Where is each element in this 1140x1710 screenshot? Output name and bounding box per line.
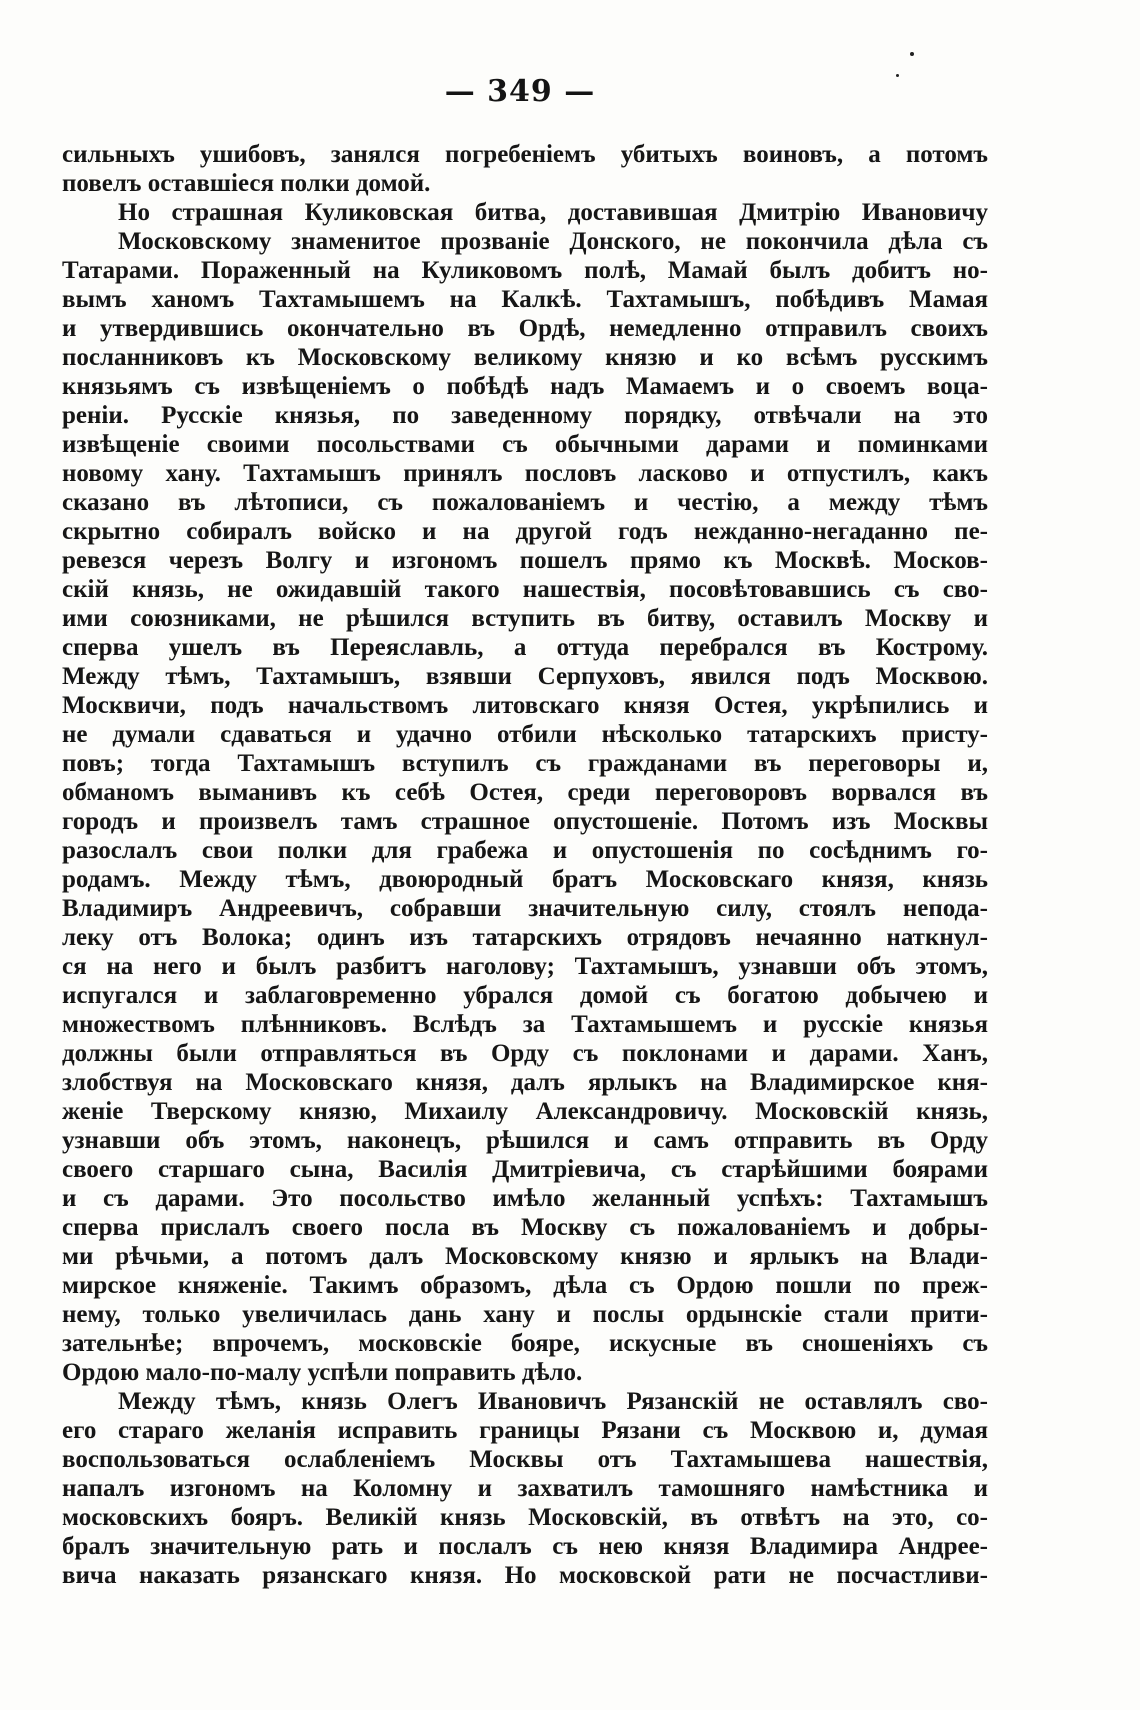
text-line: напалъ изгономъ на Коломну и захватилъ тамошняго намѣстника и xyxy=(62,1475,988,1502)
text-line: мирское княженіе. Такимъ образомъ, дѣла съ Ордою пошли по преж- xyxy=(62,1272,988,1299)
text-line: ревезся черезъ Волгу и изгономъ пошелъ прямо къ Москвѣ. Москов- xyxy=(62,547,988,574)
text-line: московскихъ бояръ. Великій князь Московскій, въ отвѣтъ на это, со- xyxy=(62,1504,988,1531)
text-line: Между тѣмъ, Тахтамышъ, взявши Серпуховъ, явился подъ Москвою. xyxy=(62,663,988,690)
text-line: своего старшаго сына, Василія Дмитріевича, съ старѣйшими боярами xyxy=(62,1156,988,1183)
text-line: не думали сдаваться и удачно отбили нѣсколько татарскихъ присту- xyxy=(62,721,988,748)
text-line: повъ; тогда Тахтамышъ вступилъ съ гражданами въ переговоры и, xyxy=(62,750,988,777)
text-line: должны были отправляться въ Орду съ поклонами и дарами. Ханъ, xyxy=(62,1040,988,1067)
text-line: и утвердившись окончательно въ Ордѣ, немедленно отправилъ своихъ xyxy=(62,315,988,342)
text-line: Ордою мало-по-малу успѣли поправить дѣло. xyxy=(62,1359,583,1386)
text-line: зательнѣе; впрочемъ, московскіе бояре, искусные въ сношеніяхъ съ xyxy=(62,1330,988,1357)
text-line: Москвичи, подъ начальствомъ литовскаго князя Остея, укрѣпились и xyxy=(62,692,988,719)
text-line: родамъ. Между тѣмъ, двоюродный братъ Московскаго князя, князь xyxy=(62,866,988,893)
text-line: испугался и заблаговременно убрался домой съ богатою добычею и xyxy=(62,982,988,1009)
print-speck xyxy=(910,52,914,56)
text-line: князьямъ съ извѣщеніемъ о побѣдѣ надъ Мамаемъ и о своемъ воца- xyxy=(62,373,988,400)
text-line: повелъ оставшіеся полки домой. xyxy=(62,170,431,197)
text-line: сильныхъ ушибовъ, занялся погребеніемъ убитыхъ воиновъ, а потомъ xyxy=(62,141,988,168)
text-line: женіе Тверскому князю, Михаилу Александровичу. Московскій князь, xyxy=(62,1098,988,1125)
print-speck xyxy=(896,74,899,77)
text-line: Владимиръ Андреевичъ, собравши значительную силу, стоялъ непода- xyxy=(62,895,988,922)
text-line: бралъ значительную рать и послалъ съ нею князя Владимира Андрее- xyxy=(62,1533,988,1560)
text-line: ими союзниками, не рѣшился вступить въ битву, оставилъ Москву и xyxy=(62,605,988,632)
text-line: узнавши объ этомъ, наконецъ, рѣшился и самъ отправить въ Орду xyxy=(62,1127,988,1154)
text-line: нему, только увеличилась дань хану и послы ордынскіе стали прити- xyxy=(62,1301,988,1328)
text-line: разослалъ свои полки для грабежа и опустошенія по сосѣднимъ го- xyxy=(62,837,988,864)
text-line: скій князь, не ожидавшій такого нашествія, посовѣтовавшись съ сво- xyxy=(62,576,988,603)
text-line: леку отъ Волока; одинъ изъ татарскихъ отрядовъ нечаянно наткнул- xyxy=(62,924,988,951)
text-line: ми рѣчьми, а потомъ далъ Московскому князю и ярлыкъ на Влади- xyxy=(62,1243,988,1270)
text-line: воспользоваться ослабленіемъ Москвы отъ Тахтамышева нашествія, xyxy=(62,1446,988,1473)
text-line: скрытно собиралъ войско и на другой годъ нежданно-негаданно пе- xyxy=(62,518,988,545)
paragraph-start-line: Но страшная Куликовская битва, доставившая Дмитрію Ивановичу Московскому знаменитое прозваніе Донского, не покончила дѣла съ xyxy=(118,199,988,255)
text-line: вымъ ханомъ Тахтамышемъ на Калкѣ. Тахтамышъ, побѣдивъ Мамая xyxy=(62,286,988,313)
text-line: множествомъ плѣнниковъ. Вслѣдъ за Тахтамышемъ и русскіе князья xyxy=(62,1011,988,1038)
text-line: злобствуя на Московскаго князя, далъ ярлыкъ на Владимирское кня- xyxy=(62,1069,988,1096)
text-line: ся на него и былъ разбитъ наголову; Тахтамышъ, узнавши объ этомъ, xyxy=(62,953,988,980)
text-line: сперва ушелъ въ Переяславль, а оттуда перебрался въ Кострому. xyxy=(62,634,988,661)
page-number: — 349 — xyxy=(444,74,596,109)
text-line: извѣщеніе своими посольствами съ обычными дарами и поминками xyxy=(62,431,988,458)
body-text xyxy=(62,140,988,1590)
text-line: реніи. Русскіе князья, по заведенному порядку, отвѣчали на это xyxy=(62,402,988,429)
text-line: и съ дарами. Это посольство имѣло желанный успѣхъ: Тахтамышъ xyxy=(62,1185,988,1212)
text-line: новому хану. Тахтамышъ принялъ пословъ ласково и отпустилъ, какъ xyxy=(62,460,988,487)
text-line: сказано въ лѣтописи, съ пожалованіемъ и честію, а между тѣмъ xyxy=(62,489,988,516)
text-line: сперва прислалъ своего посла въ Москву съ пожалованіемъ и добры- xyxy=(62,1214,988,1241)
text-line: городъ и произвелъ тамъ страшное опустошеніе. Потомъ изъ Москвы xyxy=(62,808,988,835)
text-line: обманомъ выманивъ къ себѣ Остея, среди переговоровъ ворвался въ xyxy=(62,779,988,806)
text-line: его стараго желанія исправить границы Рязани съ Москвою и, думая xyxy=(62,1417,988,1444)
paragraph-start-line: Между тѣмъ, князь Олегъ Ивановичъ Рязанскій не оставлялъ сво- xyxy=(118,1388,988,1415)
text-line: Татарами. Пораженный на Куликовомъ полѣ, Мамай былъ добитъ но- xyxy=(62,257,988,284)
text-line: посланниковъ къ Московскому великому князю и ко всѣмъ русскимъ xyxy=(62,344,988,371)
text-line: вича наказать рязанскаго князя. Но московской рати не посчастливи- xyxy=(62,1562,988,1589)
